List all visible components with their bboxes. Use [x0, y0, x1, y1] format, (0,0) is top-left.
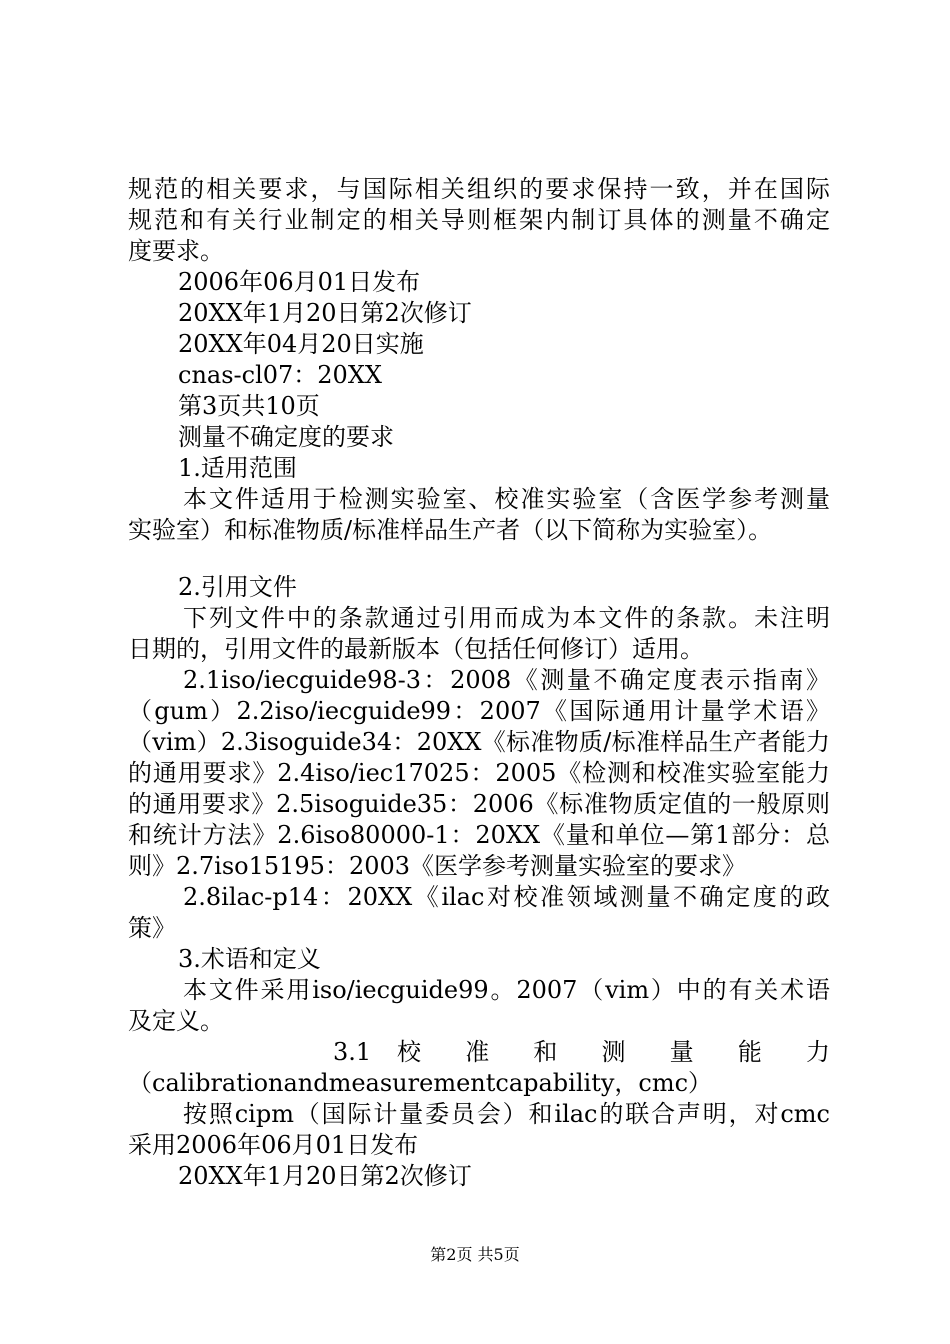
- reference-line: 2.1iso/iecguide98-3：2008《测量不确定度表示指南》: [183, 666, 830, 694]
- document-body: [128, 174, 830, 1192]
- revision-date: 20XX年1月20日第2次修订: [178, 299, 472, 327]
- paragraph-line: 日期的，引用文件的最新版本（包括任何修订）适用。: [128, 635, 704, 663]
- paragraph-line: 采用2006年06月01日发布: [128, 1131, 419, 1159]
- reference-line: 的通用要求》2.4iso/iec17025：2005《检测和校准实验室能力: [128, 759, 830, 787]
- section-heading: 3.术语和定义: [178, 945, 321, 973]
- page-count: 第3页共10页: [178, 392, 320, 420]
- subsection-heading: 3.1 校 准 和 测 量 能 力: [333, 1038, 830, 1066]
- subsection-heading-english: （calibrationandmeasurementcapability，cmc）: [128, 1069, 713, 1097]
- paragraph-line: 实验室）和标准物质/标准样品生产者（以下简称为实验室）。: [128, 516, 773, 544]
- paragraph-line: 下列文件中的条款通过引用而成为本文件的条款。未注明: [183, 604, 830, 632]
- paragraph-line: 本文件适用于检测实验室、校准实验室（含医学参考测量: [183, 485, 830, 513]
- section-heading: 2.引用文件: [178, 573, 297, 601]
- implementation-date: 20XX年04月20日实施: [178, 330, 424, 358]
- paragraph-line: 本文件采用iso/iecguide99。2007（vim）中的有关术语: [183, 976, 830, 1004]
- paragraph-line: 规范的相关要求，与国际相关组织的要求保持一致，并在国际: [128, 175, 830, 203]
- paragraph-line: 20XX年1月20日第2次修订: [178, 1162, 472, 1190]
- release-date: 2006年06月01日发布: [178, 268, 421, 296]
- reference-line: 2.8ilac-p14：20XX《ilac对校准领域测量不确定度的政: [183, 883, 830, 911]
- reference-line: 的通用要求》2.5isoguide35：2006《标准物质定值的一般原则: [128, 790, 830, 818]
- paragraph-gap: [128, 546, 830, 572]
- paragraph-line: 按照cipm（国际计量委员会）和ilac的联合声明，对cmc: [183, 1100, 830, 1128]
- reference-line: 则》2.7iso15195：2003《医学参考测量实验室的要求》: [128, 852, 747, 880]
- paragraph-line: 规范和有关行业制定的相关导则框架内制订具体的测量不确定: [128, 206, 830, 234]
- reference-line: （vim）2.3isoguide34：20XX《标准物质/标准样品生产者能力: [128, 728, 830, 756]
- paragraph-line: 及定义。: [128, 1007, 224, 1035]
- document-code: cnas-cl07：20XX: [178, 361, 382, 389]
- section-heading: 1.适用范围: [178, 454, 297, 482]
- reference-line: 策》: [128, 914, 176, 942]
- reference-line: 和统计方法》2.6iso80000-1：20XX《量和单位—第1部分：总: [128, 821, 830, 849]
- page-footer: 第2页 共5页: [430, 1245, 520, 1264]
- reference-line: （gum）2.2iso/iecguide99：2007《国际通用计量学术语》: [128, 697, 830, 725]
- paragraph-line: 度要求。: [128, 237, 224, 265]
- document-title: 测量不确定度的要求: [178, 423, 394, 451]
